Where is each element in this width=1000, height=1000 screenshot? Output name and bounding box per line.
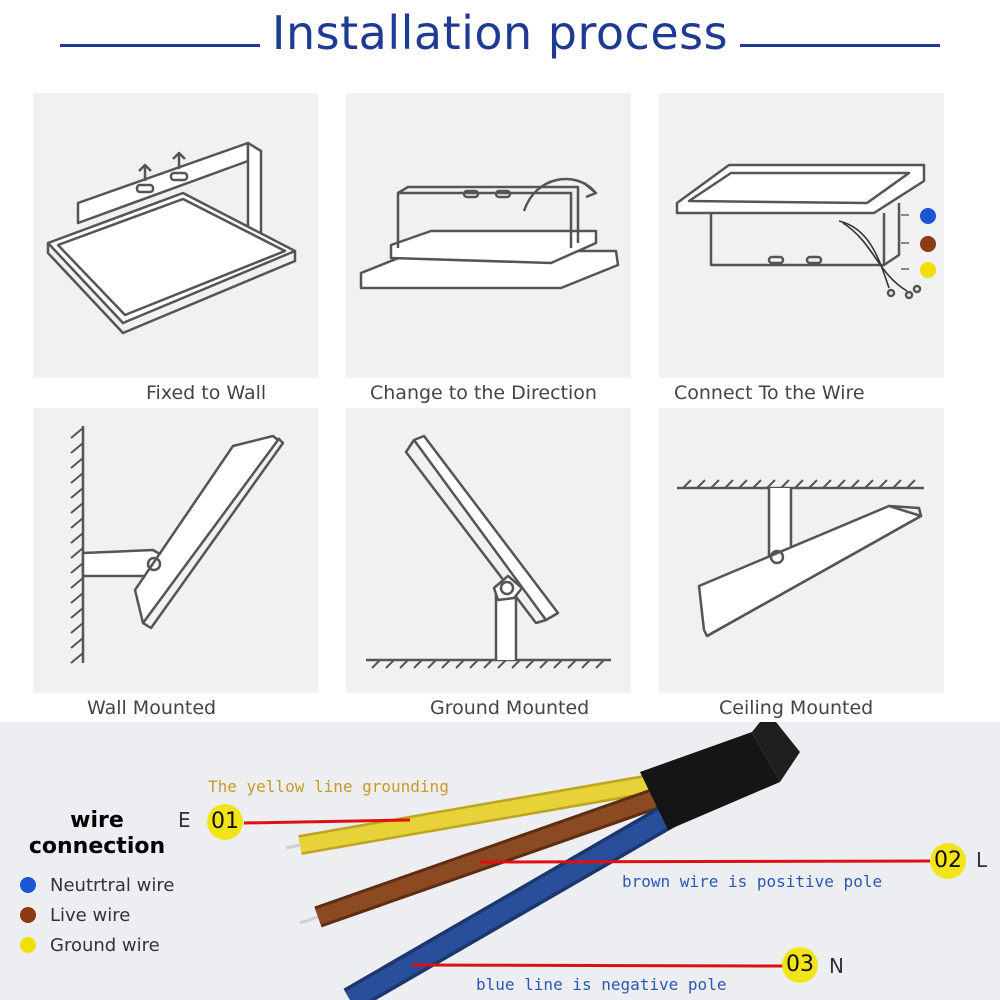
panel-caption: Wall Mounted <box>87 697 217 719</box>
label-e: E <box>178 808 191 832</box>
ground-mounted-illustration <box>346 408 631 693</box>
panel-caption: Ground Mounted <box>430 697 590 719</box>
wire-title-line2: connection <box>28 834 166 859</box>
brown-dot-icon <box>20 907 36 923</box>
brown-note: brown wire is positive pole <box>622 872 883 891</box>
legend-label: Live wire <box>50 905 131 926</box>
panel-connect-wire <box>659 93 944 404</box>
wiring-section <box>0 722 1000 1000</box>
panel-wall-mounted <box>33 408 318 719</box>
panel-ceiling-mounted <box>659 408 944 719</box>
yellow-dot-icon <box>20 937 36 953</box>
legend-label: Ground wire <box>50 935 160 956</box>
blue-wire-dot-icon <box>920 208 936 224</box>
callout-02-badge: 02 <box>930 843 966 879</box>
panel-caption: Connect To the Wire <box>674 382 865 404</box>
wall-mounted-illustration <box>33 408 318 693</box>
label-l: L <box>976 848 988 872</box>
panel-caption: Fixed to Wall <box>146 382 267 404</box>
callout-01-badge: 01 <box>207 804 243 840</box>
panel-caption: Change to the Direction <box>370 382 597 404</box>
connect-wire-illustration <box>659 93 944 378</box>
callout-03-badge: 03 <box>782 947 818 983</box>
legend-ground <box>20 935 160 956</box>
ceiling-mounted-illustration <box>659 408 944 693</box>
label-n: N <box>829 954 844 978</box>
wire-title-line1: wire <box>70 808 124 833</box>
blue-note: blue line is negative pole <box>476 975 727 994</box>
wire-connection-title <box>14 808 180 860</box>
legend-live <box>20 905 130 926</box>
brown-wire-dot-icon <box>920 236 936 252</box>
fixed-to-wall-illustration <box>33 93 318 378</box>
page-title: Installation process <box>264 6 736 60</box>
legend-neutral <box>20 875 174 896</box>
panel-fixed-to-wall <box>33 93 318 404</box>
panel-caption: Ceiling Mounted <box>719 697 874 719</box>
legend-label: Neutrtral wire <box>50 875 175 896</box>
yellow-wire-dot-icon <box>920 262 936 278</box>
blue-dot-icon <box>20 877 36 893</box>
yellow-note: The yellow line grounding <box>208 777 449 796</box>
panel-change-direction <box>346 93 631 404</box>
panel-ground-mounted <box>346 408 631 719</box>
change-direction-illustration <box>346 93 631 378</box>
cable-illustration <box>0 722 1000 1000</box>
title-wrap <box>0 6 1000 60</box>
